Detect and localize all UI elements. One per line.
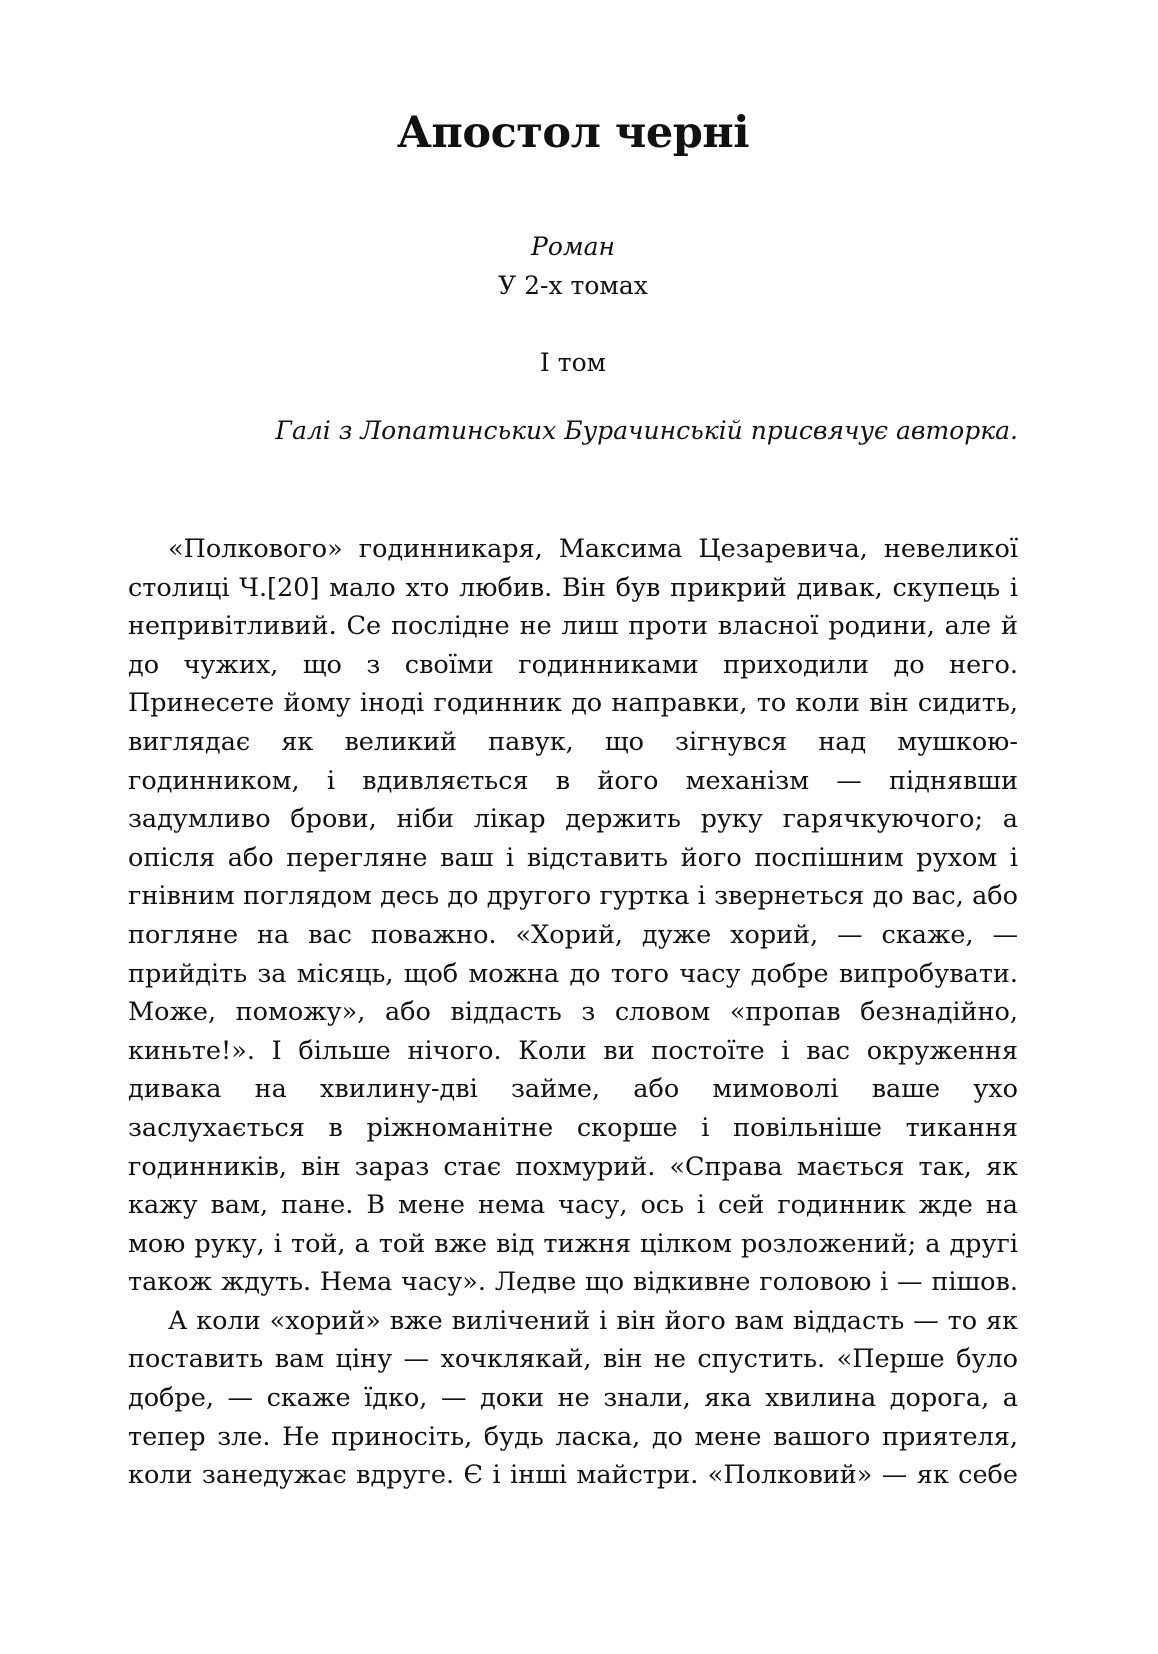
dedication: Галі з Лопатинських Бурачинській присвячує авторка. (275, 416, 1018, 445)
body-text (128, 530, 1018, 1495)
genre-label: Роман (531, 232, 615, 261)
volumes-label: У 2-х томах (498, 271, 648, 300)
volume-label: І том (539, 348, 607, 377)
paragraph-2: А коли «хорий» вже вилічений і він його вам віддасть — то як поставить вам ціну — хочклякай, він не спустить. «Перше було добре, — скаже їдко, — доки не знали, яка хвилина дорога, а тепер зле. Не приносіть, будь ласка, до мене вашого приятеля, коли занедужає вдруге. Є і інші майстри. «Полковий» — як себе (128, 1305, 1018, 1491)
paragraph-1: «Полкового» годинникаря, Максима Цезаревича, невеликої столиці Ч.[20] мало хто любив. Він був прикрий дивак, скупець і непривітливий. Се послідне не лиш проти власної родини, але й до чужих, що з своїми годинниками приходили до него. Принесете йому іноді годинник до направки, то коли він сидить, виглядає як великий павук, що зігнувся над мушкою-годинником, і вдивляється в його механізм — піднявши задумливо брови, ніби лікар держить руку гарячкуючого; а опісля або перегляне ваш і відставить його поспішним рухом і гнівним поглядом десь до другого гуртка і звернеться до вас, або погляне на вас поважно. «Хорий, дуже хорий, — скаже, — прийдіть за місяць, щоб можна до того часу добре випробувати. Може, поможу», або віддасть з словом «пропав безнадійно, киньте!». І більше нічого. Коли ви постоїте і вас окруження дивака на хвилину-дві займе, або мимоволі ваше ухо заслухається в ріжноманітне скорше і повільніше тикання годинників, він зараз стає похмурий. «Справа мається так, як кажу вам, пане. В мене нема часу, ось і сей годинник жде на мою руку, і той, а той вже від тижня цілком розложений; а другі також ждуть. Нема часу». Ледве що відкивне головою і — пішов. (128, 534, 1018, 1298)
book-title: Апостол черні (396, 108, 750, 158)
